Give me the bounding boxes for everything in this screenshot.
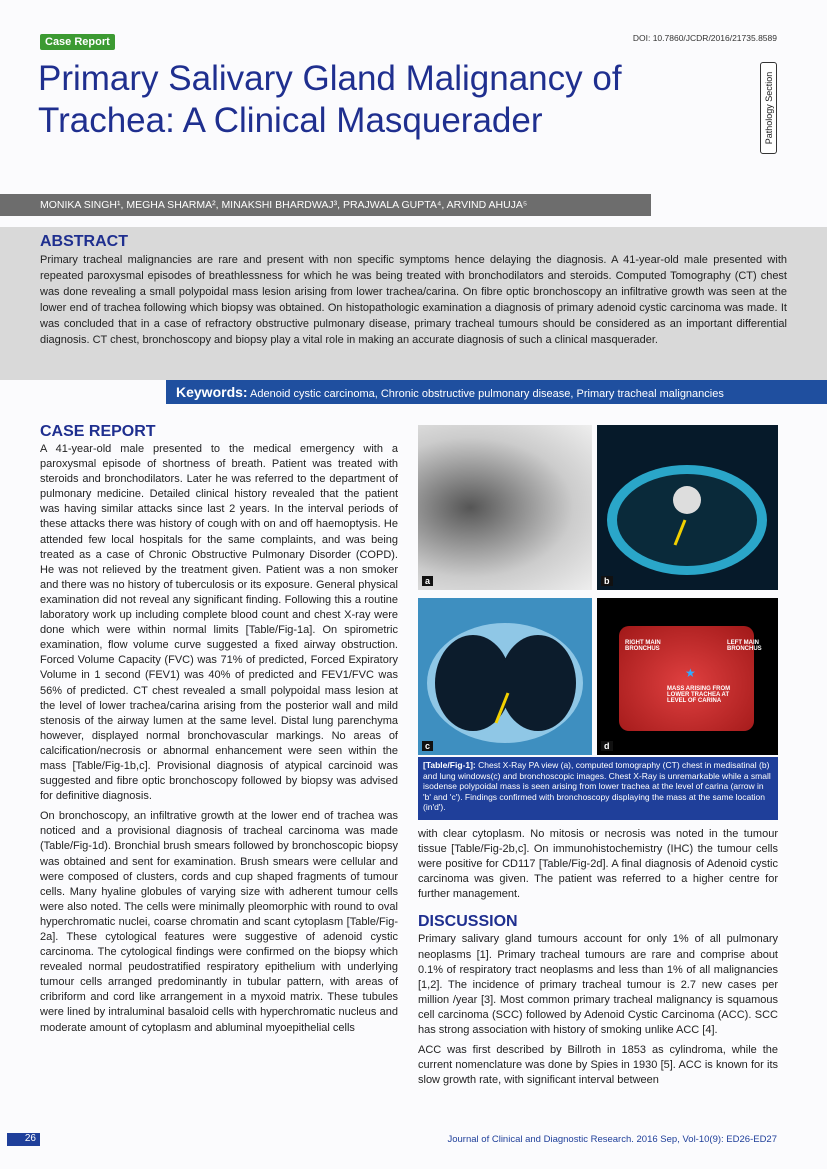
section-label: Pathology Section [763, 71, 774, 145]
left-column [40, 422, 398, 1041]
keywords-text: Adenoid cystic carcinoma, Chronic obstructive pulmonary disease, Primary tracheal malignancies [250, 388, 724, 400]
abstract-text: Primary tracheal malignancies are rare and present with non specific symptoms hence delaying the diagnosis. A 41-year-old male presented with repeated paroxysmal episodes of breathlessness for which he was being treated with bronchodilators and steroids. Computed Tomography (CT) chest was done revealing a small polypoidal mass lesion arising from lower trachea/carina. On fibre optic bronchoscopy an infiltrative growth was seen at the lower end of trachea following which biopsy was obtained. On histopathologic examination a diagnosis of primary adenoid cystic carcinoma was made. It was concluded that in a case of refractory obstructive pulmonary disease, primary tracheal tumours should be considered as an important differential diagnosis. CT chest, bronchoscopy and biopsy play a vital role in making an accurate diagnosis of such a clinical masquerader. [40, 254, 787, 346]
case-report-heading: CASE REPORT [40, 423, 156, 440]
figure-ct-lung [418, 598, 592, 755]
ct-scan-graphic [597, 425, 778, 590]
panel-label: b [601, 576, 613, 586]
panel-label: a [422, 576, 433, 586]
article-type-badge: Case Report [40, 34, 115, 50]
panel-label: c [422, 741, 433, 751]
star-marker-icon: ★ [685, 666, 696, 680]
section-tab [760, 62, 777, 154]
figure-caption [418, 757, 778, 820]
discussion-heading: DISCUSSION [418, 913, 518, 931]
annotation: MASS ARISING FROM LOWER TRACHEA AT LEVEL OF CARINA [667, 686, 731, 704]
paragraph: Primary salivary gland tumours account for only 1% of all pulmonary neoplasms [1]. Primary tracheal tumours are rare and comprise about 0.1% of respiratory tract neoplasms and less than 1% of all malignancies [1,2]. The incidence of primary tracheal tumour is 2.7 new cases per million /year [3]. Most common primary tracheal malignancy is squamous cell carcinoma (SCC) followed by Adenoid Cystic Carcinoma (ACC). SCC has strong association with history of smoking unlike ACC [4]. [418, 933, 778, 1037]
abstract-heading: ABSTRACT [40, 233, 128, 250]
paragraph: On bronchoscopy, an infiltrative growth at the lower end of trachea was noticed and a provisional diagnosis of tracheal carcinoma was made (Table/Fig-1d). Bronchial brush smears followed by bronchoscopic biopsy was obtained and sent for examination. Brush smears were cellular and were composed of clusters, cords and cup shaped fragments of tumour cells. Many hyaline globules of varying size with adherent tumour cells were also noted. The cells were minimally pleomorphic with round to oval hyperchromatic nuclei, coarse chromatin and scant cytoplasm [Table/Fig-2a]. These cytological features were suggestive of adenoid cystic carcinoma. The cytological findings were confirmed on the biopsy which revealed normal peudostratified respiratory epithelium with underlying tumour cells arranged predominantly in tubular pattern, with areas of cribriform and cord like arrangement in a myxoid matrix. These tubules were lined by intraluminal basaloid cells with hyperchromatic nucleus and moderate amount of cytoplasm and abluminal myoepithelial cells [40, 810, 398, 1034]
keywords-label: Keywords: [176, 384, 248, 400]
authors-bar: MONIKA SINGH¹, MEGHA SHARMA², MINAKSHI BHARDWAJ³, PRAJWALA GUPTA⁴, ARVIND AHUJA⁵ [0, 194, 651, 216]
ct-lung-graphic [418, 598, 592, 755]
article-title: Primary Salivary Gland Malignancy of Trachea: A Clinical Masquerader [38, 59, 622, 140]
panel-label: d [601, 741, 613, 751]
caption-label: [Table/Fig-1]: [423, 760, 476, 770]
annotation: LEFT MAIN BRONCHUS [727, 640, 762, 652]
paragraph: A 41-year-old male presented to the medical emergency with a paroxysmal episode of shortness of breath. Patient was treated with steroids and bronchodilators. Later he was referred to the department of pulmonary medicine. Detailed clinical history revealed that the patient was having similar attacks since last 2 years. In the interval periods of these attacks there was history of cough with on and off haemoptysis. He attended few local hospitals for the same complaints, and was being treated as a case of Chronic Obstructive Pulmonary Disorder (COPD). He was not relieved by the treatment given. Patient was a non smoker and there was no history of tuberculosis or its exposure. General physical examination did not reveal any significant finding. Following this a routine laboratory work up including complete blood count and chest X-ray were done which were within normal limits [Table/Fig-1a]. On spirometric examination, flow volume curve suggested a fixed airway obstruction. Forced Volume Capacity (FVC) was 71% of predicted, Forced Expiratory Volume in 1 second (FEV1) was 40% of predicted and FEV1/FVC was 56% of predicted. CT chest revealed a small polypoidal mass lesion at the level of lower trachea/carina arising from the posterior wall and mild stenosis of the airway lumen at the same level. Distal lung parenchyma however, displayed normal bronchovascular markings. No areas of calcification/necrosis or abnormal enhancement were seen within the mass [Table/Fig-1b,c]. Provisional diagnosis of atypical carcinoid was suggested and fibre optic bronchoscopy followed by biopsy was advised for definitive diagnosis. [40, 443, 398, 803]
figure-bronchoscopy [597, 598, 778, 755]
page-number: 26 [7, 1133, 40, 1146]
right-column [418, 827, 778, 1093]
keywords-bar [166, 380, 827, 404]
caption-text: Chest X-Ray PA view (a), computed tomography (CT) chest in medisatinal (b) and lung windows(c) and bronchoscopic images. Chest X-Ray is unremarkable while a small isodense polypoidal mass is seen arising from lower trachea at the level of carina (arrow in 'b' and 'c'). Findings confirmed with bronchoscopy displaying the mass at the same location (in'd'). [423, 760, 771, 812]
annotation: RIGHT MAIN BRONCHUS [625, 640, 661, 652]
abstract-box [0, 227, 827, 380]
paragraph: with clear cytoplasm. No mitosis or necrosis was noted in the tumour tissue [Table/Fig-2b,c]. On immunohistochemistry (IHC) the tumour cells were positive for CD117 [Table/Fig-2d]. A final diagnosis of Adenoid cystic carcinoma was given. The patient was referred to a higher centre for further management. [418, 828, 778, 901]
doi[interactable]: DOI: 10.7860/JCDR/2016/21735.8589 [632, 33, 777, 43]
journal-citation: Journal of Clinical and Diagnostic Research. 2016 Sep, Vol-10(9): ED26-ED27 [447, 1134, 777, 1145]
figure-xray [418, 425, 592, 590]
paragraph: ACC was first described by Billroth in 1853 as cylindroma, while the current nomenclature was done by Spies in 1930 [5]. ACC is known for its slow growth rate, with significant interval between [418, 1044, 778, 1087]
figure-ct-mediastinal [597, 425, 778, 590]
